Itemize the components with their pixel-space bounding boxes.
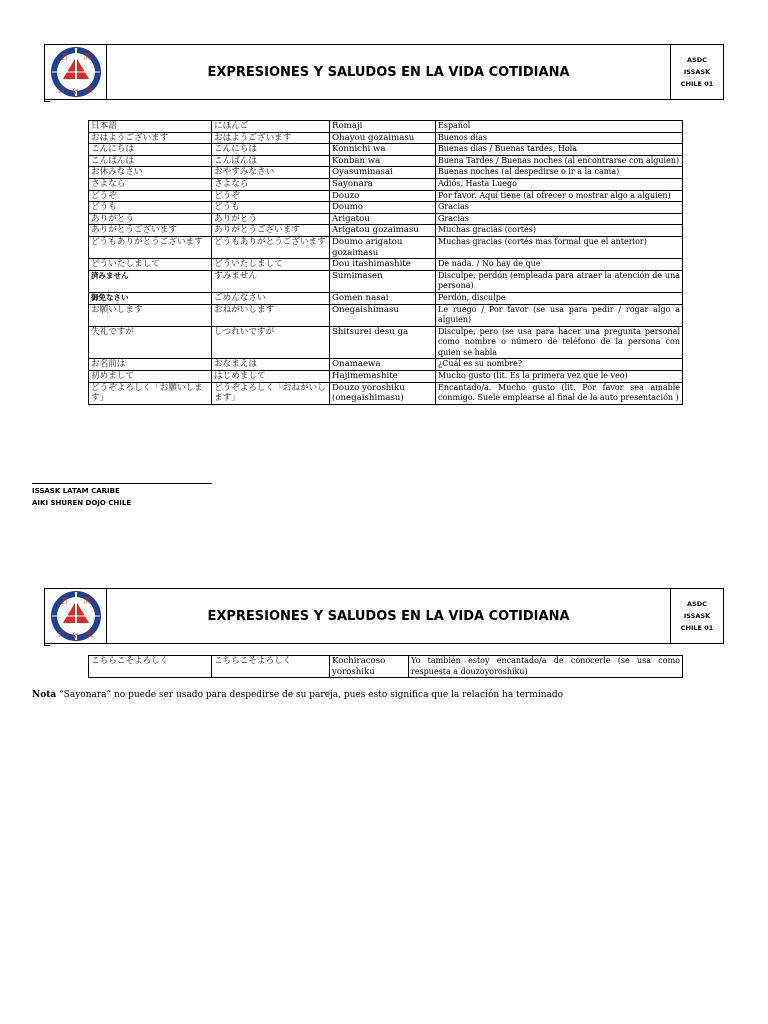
spanish-cell: ¿Cuál es su nombre? — [436, 359, 683, 371]
romaji-cell: Sayonara — [330, 178, 436, 190]
header-code-line: ASDC — [687, 600, 707, 608]
spanish-cell: Buena Tardes / Buenas noches (al encontrarse con alguien) — [436, 155, 683, 167]
aikido-logo — [45, 45, 107, 99]
table-row — [89, 292, 683, 304]
kana-cell: どうぞよろしく「おねがいします」 — [212, 382, 330, 404]
header-code — [671, 589, 723, 643]
spanish-cell: Gracias — [436, 213, 683, 225]
kanji-cell: ありがとう — [89, 213, 212, 225]
romaji-cell: Onegaishimasu — [330, 304, 436, 326]
table-row — [89, 270, 683, 292]
spanish-cell: Gracias — [436, 202, 683, 214]
spanish-cell: De nada. / No hay de que — [436, 259, 683, 271]
page-header — [44, 44, 724, 100]
table-row — [89, 656, 683, 678]
spanish-cell: Le ruego / Por favor (se usa para pedir / rogar algo a alguien) — [436, 304, 683, 326]
table-row — [89, 326, 683, 359]
table-row — [89, 259, 683, 271]
page-title: EXPRESIONES Y SALUDOS EN LA VIDA COTIDIANA — [107, 45, 671, 99]
expressions-table — [88, 120, 683, 405]
kana-cell: すみません — [212, 270, 330, 292]
kana-cell: どうも — [212, 202, 330, 214]
spanish-cell: Muchas gracias (cortés) — [436, 225, 683, 237]
kanji-cell: さよなら — [89, 178, 212, 190]
header-code-line: CHILE 01 — [680, 624, 714, 632]
signature-line — [32, 483, 212, 484]
spanish-cell: Mucho gusto (lit. Es la primera vez que le veo) — [436, 371, 683, 383]
header-code-line: ISSASK — [683, 68, 711, 76]
kanji-cell: 御免なさい — [89, 292, 212, 304]
kana-cell: おやすみなさい — [212, 167, 330, 179]
spanish-cell: Buenas noches (al despedirse o ir a la cama) — [436, 167, 683, 179]
table-row — [89, 213, 683, 225]
kana-cell: ありがとう — [212, 213, 330, 225]
romaji-cell: Doumo arigatou gozaimasu — [330, 236, 436, 258]
romaji-cell: Konnichi wa — [330, 144, 436, 156]
kanji-cell: どうもありがとうございます — [89, 236, 212, 258]
kana-cell: こちらこそよろしく — [212, 656, 330, 678]
kanji-cell: 失礼ですが — [89, 326, 212, 359]
page-header — [44, 588, 724, 644]
table-row — [89, 304, 683, 326]
kana-cell: はじめまして — [212, 371, 330, 383]
kana-cell: ごめんなさい — [212, 292, 330, 304]
romaji-cell: Dou itashimashite — [330, 259, 436, 271]
romaji-cell: Shitsurei desu ga — [330, 326, 436, 359]
romaji-cell: Kochiracoso yoroshiku — [330, 656, 409, 678]
kanji-cell: どうも — [89, 202, 212, 214]
kana-cell: こんばんは — [212, 155, 330, 167]
romaji-cell: Romaji — [330, 121, 436, 133]
footer-org: ISSASK LATAM CARIBE — [32, 487, 120, 495]
svg-text:吾: 吾 — [60, 53, 68, 61]
header-code-line: ISSASK — [683, 612, 711, 620]
svg-text:間: 間 — [83, 53, 91, 61]
table-row — [89, 190, 683, 202]
svg-text:合: 合 — [57, 630, 65, 638]
romaji-cell: Onamaewa — [330, 359, 436, 371]
svg-text:気: 気 — [71, 632, 79, 640]
svg-text:道: 道 — [85, 630, 93, 638]
romaji-cell: Sumimasen — [330, 270, 436, 292]
romaji-cell: Gomen nasai — [330, 292, 436, 304]
header-code — [671, 45, 723, 99]
kana-cell: しつれいですが — [212, 326, 330, 359]
svg-text:気: 気 — [71, 88, 79, 96]
kana-cell: おねがいします — [212, 304, 330, 326]
kana-cell: さよなら — [212, 178, 330, 190]
aikido-logo — [45, 589, 107, 643]
kanji-cell: こんにちは — [89, 144, 212, 156]
table-row — [89, 132, 683, 144]
kana-cell: どうぞ — [212, 190, 330, 202]
table-row — [89, 236, 683, 258]
table-row — [89, 121, 683, 133]
kanji-cell: 済みません — [89, 270, 212, 292]
kanji-cell: 初めまして — [89, 371, 212, 383]
spanish-cell: Encantado/a. Mucho gusto (lit. Por favor sea amable conmigo. Suele emplearse al final de la auto presentación ) — [436, 382, 683, 404]
romaji-cell: Arigatou — [330, 213, 436, 225]
logo-emblem-icon — [49, 589, 103, 643]
kanji-cell: お願いします — [89, 304, 212, 326]
spanish-cell: Buenos días — [436, 132, 683, 144]
svg-text:吾: 吾 — [60, 597, 68, 605]
table-row — [89, 359, 683, 371]
kanji-cell: お休みなさい — [89, 167, 212, 179]
kana-cell: にほんご — [212, 121, 330, 133]
spanish-cell: Disculpe, pero (se usa para hacer una pregunta personal como nombre o número de teléfono de la persona con quien se habla — [436, 326, 683, 359]
note-label: Nota — [32, 690, 57, 700]
kana-cell: どうもありがとうございます — [212, 236, 330, 258]
kanji-cell: こんばんは — [89, 155, 212, 167]
spanish-cell: Muchas gracias (cortés mas formal que el anterior) — [436, 236, 683, 258]
spanish-cell: Adiós. Hasta Luego — [436, 178, 683, 190]
table-row — [89, 167, 683, 179]
table-row — [89, 382, 683, 404]
romaji-cell: Doumo — [330, 202, 436, 214]
romaji-cell: Oyasuminasai — [330, 167, 436, 179]
table-row — [89, 202, 683, 214]
svg-text:合: 合 — [57, 86, 65, 94]
kana-cell: こんにちは — [212, 144, 330, 156]
kana-cell: おはようございます — [212, 132, 330, 144]
romaji-cell: Arigatou gozaimasu — [330, 225, 436, 237]
romaji-cell: Ohayou gozaimasu — [330, 132, 436, 144]
spanish-cell: Por favor. Aquí tiene (al ofrecer o mostrar algo a alguien) — [436, 190, 683, 202]
note-text: “Sayonara” no puede ser usado para despedirse de su pareja, pues esto significa que la relación ha terminado — [56, 690, 564, 700]
svg-text:道: 道 — [85, 86, 93, 94]
note-paragraph — [32, 690, 563, 700]
table-row — [89, 155, 683, 167]
expressions-table-continued — [88, 655, 683, 678]
kanji-cell: どうぞよろしく「お願いします」 — [89, 382, 212, 404]
kana-cell: ありがとうございます — [212, 225, 330, 237]
romaji-cell: Douzo yoroshiku (onegaishimasu) — [330, 382, 436, 404]
kanji-cell: おはようございます — [89, 132, 212, 144]
spanish-cell: Perdón, disculpe — [436, 292, 683, 304]
spanish-cell: Yo también estoy encantado/a de conocerle (se usa como respuesta a douzoyoroshiku) — [409, 656, 683, 678]
kana-cell: どういたしまして — [212, 259, 330, 271]
table-row — [89, 178, 683, 190]
header-code-line: CHILE 01 — [680, 80, 714, 88]
kanji-cell: 日本語 — [89, 121, 212, 133]
logo-emblem-icon — [49, 45, 103, 99]
svg-text:間: 間 — [83, 597, 91, 605]
table-row — [89, 144, 683, 156]
footer-dojo: AIKI SHUREN DOJO CHILE — [32, 499, 132, 507]
kanji-cell: こちらこそよろしく — [89, 656, 212, 678]
romaji-cell: Douzo — [330, 190, 436, 202]
spanish-cell: Disculpe, perdón (empleada para atraer la atención de una persona) — [436, 270, 683, 292]
page-title: EXPRESIONES Y SALUDOS EN LA VIDA COTIDIANA — [107, 589, 671, 643]
romaji-cell: Konban wa — [330, 155, 436, 167]
kana-cell: おなまえは — [212, 359, 330, 371]
table-row — [89, 225, 683, 237]
table-row — [89, 371, 683, 383]
header-code-line: ASDC — [687, 56, 707, 64]
spanish-cell: Español — [436, 121, 683, 133]
kanji-cell: どういたしまして — [89, 259, 212, 271]
kanji-cell: お名前は — [89, 359, 212, 371]
spanish-cell: Buenas días / Buenas tardes, Hola — [436, 144, 683, 156]
kanji-cell: ありがとうございます — [89, 225, 212, 237]
kanji-cell: どうぞ — [89, 190, 212, 202]
romaji-cell: Hajimemashite — [330, 371, 436, 383]
